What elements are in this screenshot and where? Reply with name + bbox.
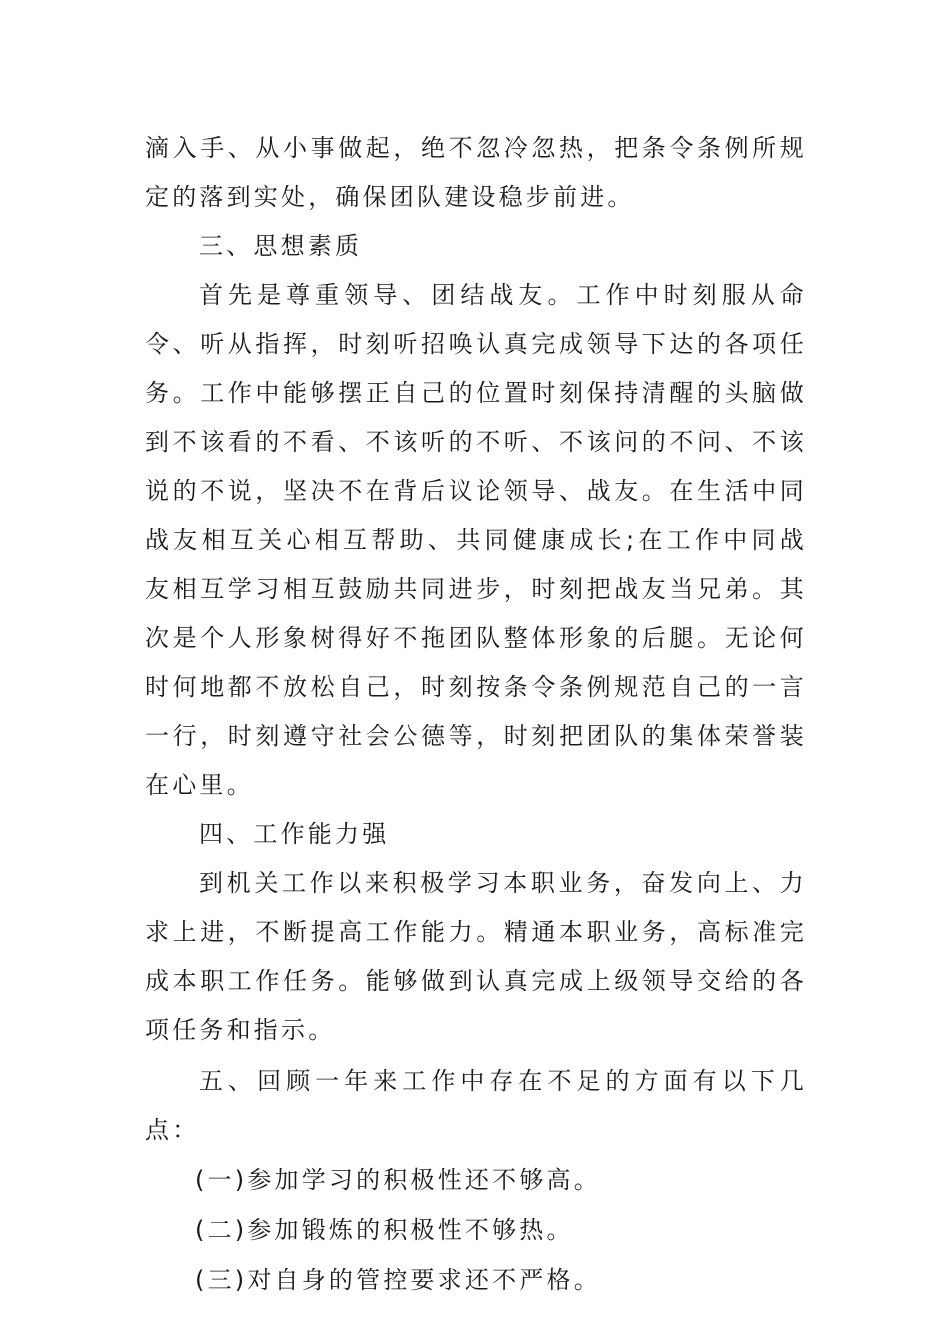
list-item-2: (二)参加锻炼的积极性不够热。 [195, 1216, 574, 1244]
section-heading-4: 四、工作能力强 [199, 820, 390, 848]
paragraph-continuation: 滴入手、从小事做起，绝不忽冷忽热，把条令条例所规定的落到实处，确保团队建设稳步前进。 [145, 134, 807, 211]
paragraph-work-ability: 到机关工作以来积极学习本职业务，奋发向上、力求上进，不断提高工作能力。精通本职业务，高标准完成本职工作任务。能够做到认真完成上级领导交给的各项任务和指示。 [145, 869, 807, 1044]
list-item-3: (三)对自身的管控要求还不严格。 [195, 1266, 601, 1294]
list-item-1: (一)参加学习的积极性还不够高。 [195, 1166, 601, 1194]
section-heading-5: 五、回顾一年来工作中存在不足的方面有以下几点： [145, 1067, 807, 1144]
document-body [145, 124, 807, 1305]
section-heading-3: 三、思想素质 [199, 232, 363, 260]
paragraph-ideology: 首先是尊重领导、团结战友。工作中时刻服从命令、听从指挥，时刻听招唤认真完成领导下达的各项任务。工作中能够摆正自己的位置时刻保持清醒的头脑做到不该看的不看、不该听的不听、不该问的不问、不该说的不说，坚决不在背后议论领导、战友。在生活中同战友相互关心相互帮助、共同健康成长;在工作中同战友相互学习相互鼓励共同进步，时刻把战友当兄弟。其次是个人形象树得好不拖团队整体形象的后腿。无论何时何地都不放松自己，时刻按条令条例规范自己的一言一行，时刻遵守社会公德等，时刻把团队的集体荣誉装在心里。 [145, 281, 807, 799]
